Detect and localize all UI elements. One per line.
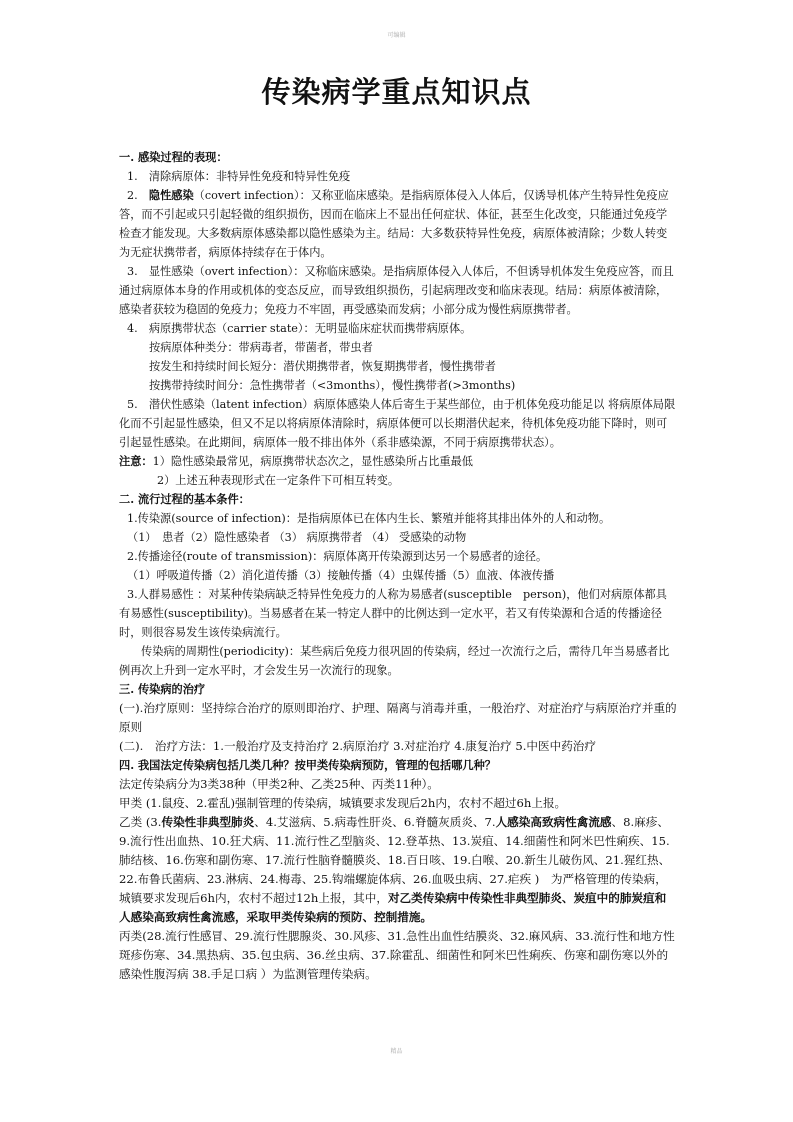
s2-item-2a: （1）呼吸道传播（2）消化道传播（3）接触传播（4）虫媒传播（5）血液、体液传播 [127,569,555,582]
s1-item-5: 5. 潜伏性感染（latent infection）病原体感染人体后寄生于某些部位，由于机体免疫功能足以 将病原体局限化而不引起显性感染，但又不足以将病原体清除时，病原体便可以长期潜伏起来，待机体免疫功能下降时，则可引起显性感染。在此期间，病原体一般不排出体外（系非感染源，不同于病原携带状态）。 [119,398,676,449]
s4-item-3: 乙类 (3.传染性非典型肺炎、4.艾滋病、5.病毒性肝炎、6.脊髓灰质炎、7.人感染高致病性禽流感、8.麻疹、9.流行性出血热、10.狂犬病、11.流行性乙型脑炎、12.登革热、13.炭疽、14.细菌性和阿米巴性痢疾、15.肺结核、16.伤寒和副伤寒、17.流行性脑脊髓膜炎、18.百日咳、19.白喉、20.新生儿破伤风、21.猩红热、22.布鲁氏菌病、23.淋病、24.梅毒、25.钩端螺旋体病、26.血吸虫病、27.疟疾 ) 为严格管理的传染病，城镇要求发现后6h内，农村不超过12h上报，其中，对乙类传染病中传染性非典型肺炎、炭疽中的肺炭疽和人感染高致病性禽流感，采取甲类传染病的预防、控制措施。 [119,815,671,924]
s1-note-1: 注意：1）隐性感染最常见，病原携带状态次之，显性感染所占比重最低 [119,454,473,468]
s4-item-4: 丙类(28.流行性感冒、29.流行性腮腺炎、30.风疹、31.急性出血性结膜炎、32.麻风病、33.流行性和地方性斑疹伤寒、34.黑热病、35.包虫病、36.丝虫病、37.除霍乱、细菌性和阿米巴性痢疾、伤寒和副伤寒以外的感染性腹泻病 38.手足口病 ）为监测管理传染病。 [119,929,675,981]
s2-item-3: 3.人群易感性 ：对某种传染病缺乏特异性免疫力的人称为易感者(susceptible person)，他们对病原体都具有易感性(susceptibility)。当易感者在某一特定人群中的比例达到一定水平，若又有传染源和合适的传播途径时，则很容易发生该传染病流行。 [119,588,667,639]
s1-item-4c: 按携带持续时间分：急性携带者（<3months），慢性携带者(>3months) [149,379,516,392]
s1-item-3: 3. 显性感染（overt infection）：又称临床感染。是指病原体侵入人体后，不但诱导机体发生免疫应答，而且通过病原体本身的作用或机体的变态反应，而导致组织损伤，引起病理改变和临床表现。结局：病原体被清除，感染者获较为稳固的免疫力；免疫力不牢固，再受感染而发病；小部分成为慢性病原携带者。 [119,265,674,316]
s4-item-1: 法定传染病分为3类38种（甲类2种、乙类25种、丙类11种）。 [119,777,439,791]
section-3-heading: 三. 传染病的治疗 [119,682,206,696]
document-body [119,148,677,984]
s1-note-2: 2）上述五种表现形式在一定条件下可相互转变。 [157,474,400,487]
s2-item-1a: （1） 患者（2）隐性感染者 （3） 病原携带者 （4） 受感染的动物 [127,531,467,544]
s1-item-1: 1. 清除病原体：非特异性免疫和特异性免疫 [127,170,351,183]
s1-item-4a: 按病原体种类分：带病毒者，带菌者，带虫者 [149,341,373,354]
s1-item-4: 4. 病原携带状态（carrier state）：无明显临床症状而携带病原体。 [127,322,472,335]
s1-item-4b: 按发生和持续时间长短分：潜伏期携带者，恢复期携带者，慢性携带者 [149,360,496,373]
s4-item-2: 甲类 (1.鼠疫、2.霍乱)强制管理的传染病，城镇要求发现后2h内，农村不超过6h上报。 [119,796,567,810]
document-title: 传染病学重点知识点 [261,75,532,109]
section-1-heading: 一. 感染过程的表现： [119,150,228,164]
s1-item-2: 2. 隐性感染（covert infection）：又称亚临床感染。是指病原体侵入人体后，仅诱导机体产生特异性免疫应答，而不引起或只引起轻微的组织损伤，因而在临床上不显出任何症状、体征，甚至生化改变，只能通过免疫学检查才能发现。大多数病原体感染都以隐性感染为主。结局：大多数获特异性免疫，病原体被清除；少数人转变为无症状携带者，病原体持续存在于体内。 [119,188,669,259]
s2-item-4: 传染病的周期性(periodicity)：某些病后免疫力很巩固的传染病，经过一次流行之后，需待几年当易感者比例再次上升到一定水平时，才会发生另一次流行的现象。 [119,645,670,677]
page-footer-mark: 精品 [390,1048,403,1055]
page-header-mark: 可编辑 [387,32,406,39]
s3-item-1: (一).治疗原则：坚持综合治疗的原则即治疗、护理、隔离与消毒并重，一般治疗、对症治疗与病原治疗并重的原则 [119,701,677,734]
s2-item-2: 2.传播途径(route of transmission)：病原体离开传染源到达另一个易感者的途径。 [127,550,548,563]
s3-item-2: (二). 治疗方法：1.一般治疗及支持治疗 2.病原治疗 3.对症治疗 4.康复治疗 5.中医中药治疗 [119,739,596,753]
s2-item-1: 1.传染源(source of infection)：是指病原体已在体内生长、繁殖并能将其排出体外的人和动物。 [127,512,611,525]
section-4-heading: 四. 我国法定传染病包括几类几种？按甲类传染病预防，管理的包括哪几种？ [119,758,496,772]
section-2-heading: 二. 流行过程的基本条件： [119,492,250,506]
